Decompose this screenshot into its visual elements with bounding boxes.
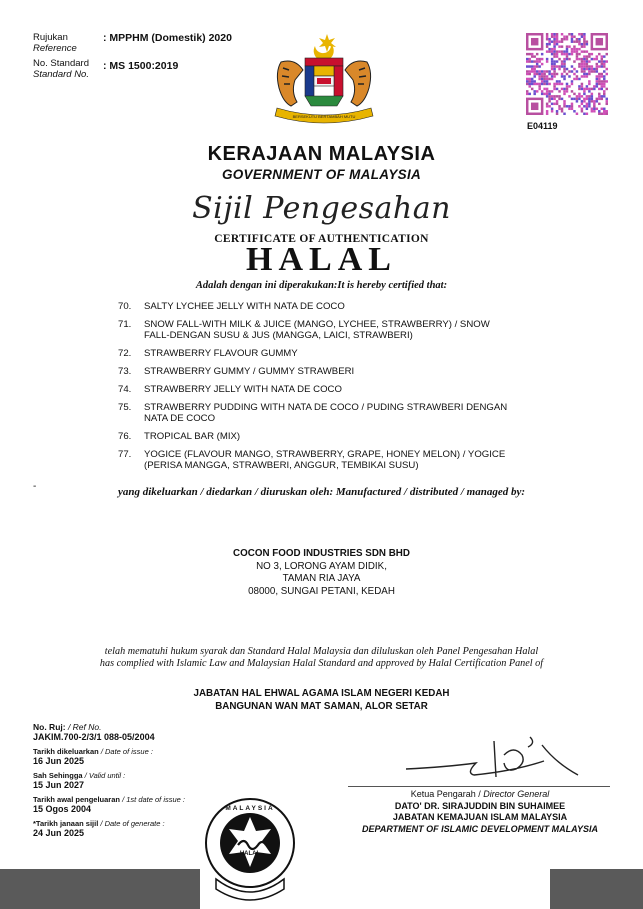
malaysia-coat-of-arms-icon xyxy=(267,32,381,124)
product-number: 70. xyxy=(118,301,132,312)
product-item xyxy=(118,348,518,359)
rujukan-label: Rujukan Reference xyxy=(33,32,77,54)
issue-date-value: 16 Jun 2025 xyxy=(33,756,85,766)
company-name: COCON FOOD INDUSTRIES SDN BHD xyxy=(233,548,410,559)
manufactured-line: yang dikeluarkan / diedarkan / diuruskan oleh: Manufactured / distributed / managed by: xyxy=(117,486,526,498)
signature-line xyxy=(348,786,610,787)
product-number: 71. xyxy=(118,319,132,330)
issue-date-label: Tarikh dikeluarkan / Date of issue : xyxy=(33,747,153,756)
government-title: GOVERNMENT OF MALAYSIA xyxy=(221,167,422,182)
product-name: SALTY LYCHEE JELLY WITH NATA DE COCO xyxy=(144,301,345,312)
product-item xyxy=(118,402,518,424)
product-number: 77. xyxy=(118,449,132,460)
signer-dept-english: DEPARTMENT OF ISLAMIC DEVELOPMENT MALAYSIA xyxy=(361,823,598,834)
rujukan-value: : MPPHM (Domestik) 2020 xyxy=(103,32,232,44)
qr-code-id: E04119 xyxy=(527,121,558,131)
issuing-authority: JABATAN HAL EHWAL AGAMA ISLAM NEGERI KEDAH BANGUNAN WAN MAT SAMAN, ALOR SETAR xyxy=(193,688,450,712)
product-name: SNOW FALL-WITH MILK & JUICE (MANGO, LYCHEE, STRAWBERRY) / SNOW FALL-DENGAN SUSU & JUS (MANGGA, LAICI, STRAWBERI) xyxy=(144,319,490,341)
valid-until-label: Sah Sehingga / Valid until : xyxy=(33,771,126,780)
product-item xyxy=(118,366,518,377)
company-block xyxy=(0,548,643,598)
signer-name: DATO' DR. SIRAJUDDIN BIN SUHAIMEE xyxy=(394,800,566,811)
signer-block xyxy=(330,789,630,835)
signer-dept: JABATAN KEMAJUAN ISLAM MALAYSIA xyxy=(392,812,568,822)
first-issue-value: 15 Ogos 2004 xyxy=(33,804,92,814)
product-item xyxy=(118,301,518,312)
product-item xyxy=(118,319,518,341)
standard-value: : MS 1500:2019 xyxy=(103,60,179,72)
certified-line: Adalah dengan ini diperakukan:It is hereby certified that: xyxy=(195,280,448,291)
kerajaan-title: KERAJAAN MALAYSIA xyxy=(207,143,436,165)
sijil-title: Sijil Pengesahan xyxy=(192,191,451,226)
product-number: 72. xyxy=(118,348,132,359)
ref-no-value: JAKIM.700-2/3/1 088-05/2004 xyxy=(33,732,155,742)
halal-malaysia-logo-icon xyxy=(204,797,296,905)
ref-no-label: No. Ruj: / Ref No. xyxy=(33,722,102,732)
qr-code[interactable] xyxy=(526,33,608,115)
first-issue-label: Tarikh awal pengeluaran / 1st date of issue : xyxy=(33,795,186,804)
halal-title: HALAL xyxy=(246,241,397,278)
compliance-statement: telah mematuhi hukum syarak dan Standard Halal Malaysia dan diluluskan oleh Panel Pengesahan Halal has complied with Islamic Law and Malaysian Halal Standard and approved by Halal Certification Panel of xyxy=(99,646,544,669)
certificate-title: CERTIFICATE OF AUTHENTICATION xyxy=(214,233,429,245)
product-list xyxy=(118,301,518,478)
product-item xyxy=(118,431,518,442)
product-number: 76. xyxy=(118,431,132,442)
svg-text:MALAYSIA: MALAYSIA xyxy=(225,805,275,812)
product-number: 75. xyxy=(118,402,132,413)
reference-block xyxy=(33,722,185,843)
company-address-line: TAMAN RIA JAYA xyxy=(282,573,361,584)
generate-date-label: *Tarikh janaan sijil / Date of generate : xyxy=(33,819,165,828)
signature xyxy=(402,735,582,785)
product-name: TROPICAL BAR (MIX) xyxy=(144,431,241,442)
product-name: STRAWBERRY GUMMY / GUMMY STRAWBERI xyxy=(144,366,355,377)
generate-date-value: 24 Jun 2025 xyxy=(33,828,85,838)
svg-text:BERSEKUTU BERTAMBAH MUTU: BERSEKUTU BERTAMBAH MUTU xyxy=(292,114,356,119)
signer-role: Ketua Pengarah / Director General xyxy=(410,789,550,799)
product-name: YOGICE (FLAVOUR MANGO, STRAWBERRY, GRAPE, HONEY MELON) / YOGICE (PERISA MANGGA, STRAWBERI, ANGGUR, TEMBIKAI SUSU) xyxy=(144,449,506,471)
svg-text:HALAL: HALAL xyxy=(239,851,261,857)
company-address-line: NO 3, LORONG AYAM DIDIK, xyxy=(256,560,387,572)
dash-mark: - xyxy=(33,481,37,492)
company-address-line: 08000, SUNGAI PETANI, KEDAH xyxy=(248,585,395,597)
product-item xyxy=(118,449,518,471)
standard-label: No. Standard Standard No. xyxy=(33,58,89,80)
product-number: 74. xyxy=(118,384,132,395)
product-name: STRAWBERRY PUDDING WITH NATA DE COCO / PUDING STRAWBERI DENGAN NATA DE COCO xyxy=(144,402,508,424)
valid-until-value: 15 Jun 2027 xyxy=(33,780,85,790)
product-name: STRAWBERRY JELLY WITH NATA DE COCO xyxy=(144,384,342,395)
product-item xyxy=(118,384,518,395)
product-name: STRAWBERRY FLAVOUR GUMMY xyxy=(144,348,298,359)
product-number: 73. xyxy=(118,366,132,377)
